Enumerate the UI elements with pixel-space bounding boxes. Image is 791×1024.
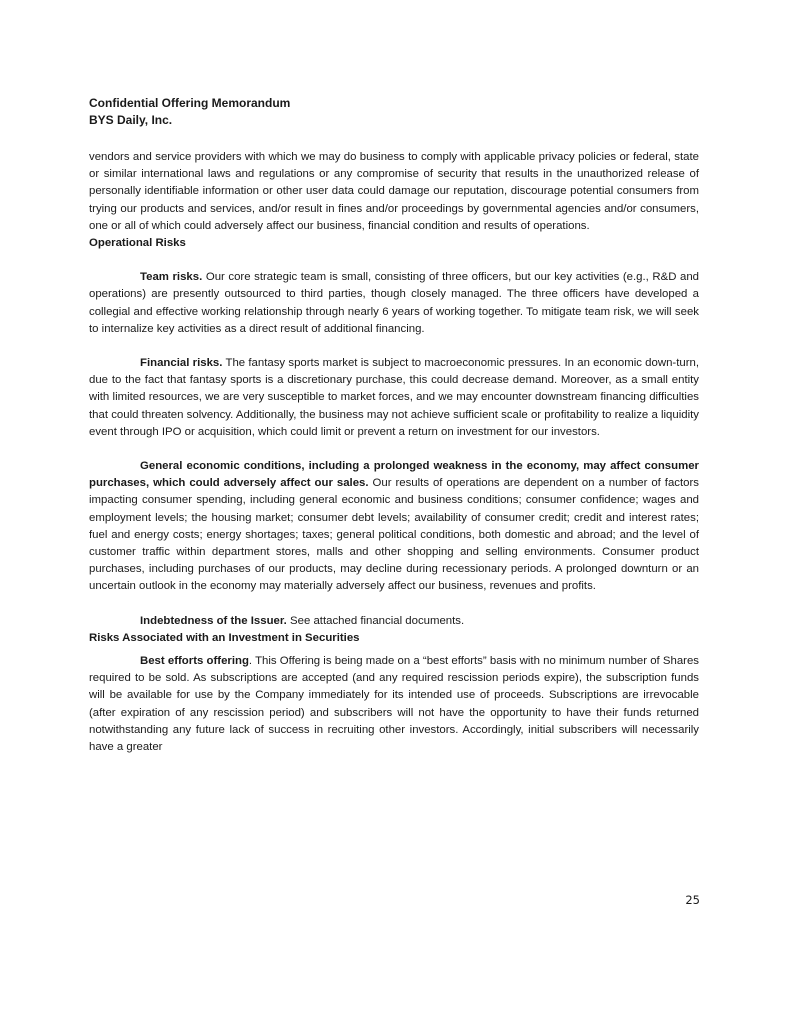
financial-risks-paragraph (89, 355, 699, 441)
team-risks-lead: Team risks. (140, 271, 203, 284)
company-name: BYS Daily, Inc. (89, 113, 173, 127)
document-header (89, 95, 290, 129)
best-efforts-lead: Best efforts offering (140, 655, 249, 668)
securities-risks-heading: Risks Associated with an Investment in Securities (89, 631, 360, 644)
operational-risks-heading: Operational Risks (89, 237, 186, 250)
team-risks-text: Our core strategic team is small, consisting of three officers, but our key activities (e.g., R&D and operations) are presently outsourced to third parties, though closely managed. The three officers have developed a collegial and effective working relationship through nearly 6 years of working together. To mitigate team risk, we will seek to internalize key activities as a direct result of additional financing. (89, 271, 700, 335)
team-risks-paragraph (89, 269, 699, 338)
general-economic-lead: General economic conditions, including a prolonged weakness in the economy, may affect consumer purchases, which could adversely affect our sales. (89, 460, 699, 490)
memorandum-title: Confidential Offering Memorandum (89, 96, 291, 110)
best-efforts-paragraph (89, 653, 699, 756)
page-number: 25 (685, 893, 700, 907)
indebtedness-lead: Indebtedness of the Issuer. (140, 614, 287, 627)
general-economic-paragraph (89, 458, 699, 596)
financial-risks-lead: Financial risks. (140, 357, 223, 370)
financial-risks-text: The fantasy sports market is subject to macroeconomic pressures. In an economic down-turn, due to the fact that fantasy sports is a discretionary purchase, this could decrease demand. Moreover, as a small entity with limited resources, we are very susceptible to market forces, and we may encounter downstream financing difficulties that could threaten solvency. Additionally, the business may not achieve sufficient scale or profitability to realize a liquidity event through IPO or acquisition, which could limit or prevent a return on investment for our investors. (89, 357, 699, 438)
best-efforts-text: . This Offering is being made on a “best efforts” basis with no minimum number of Shares required to be sold. As subscriptions are accepted (and any required rescission periods expire), the subscription funds will be available for use by the Company immediately for its intended use of proceeds. Subscriptions are irrevocable (after expiration of any rescission period) and subscribers will not have the opportunity to have their funds returned notwithstanding any future lack of success in recruiting other investors. Accordingly, initial subscribers will necessarily have a greater (89, 655, 699, 754)
continuation-paragraph: vendors and service providers with which we may do business to comply with applicable privacy policies or federal, state or similar international laws and regulations or any compromise of security that results in the unauthorized release of personally identifiable information or other user data could damage our reputation, discourage potential consumers from trying our products and services, and/or result in fines and/or proceedings by governmental agencies and/or consumers, one or all of which could adversely affect our business, financial condition and results of operations. (89, 151, 699, 232)
indebtedness-text: See attached financial documents. (286, 614, 465, 627)
body-text (89, 149, 699, 756)
general-economic-text: Our results of operations are dependent on a number of factors impacting consumer spending, including general economic and business conditions; consumer confidence; wages and employment levels; the housing market; consumer debt levels; availability of consumer credit; credit and interest rates; fuel and energy costs; energy shortages; taxes; general political conditions, both domestic and abroad; and the level of customer traffic within department stores, malls and other shopping and selling environments. Consumer product purchases, including purchases of our products, may decline during recessionary periods. A prolonged downturn or an uncertain outlook in the economy may materially adversely affect our business, revenues and profits. (89, 477, 699, 593)
indebtedness-paragraph (89, 613, 699, 630)
